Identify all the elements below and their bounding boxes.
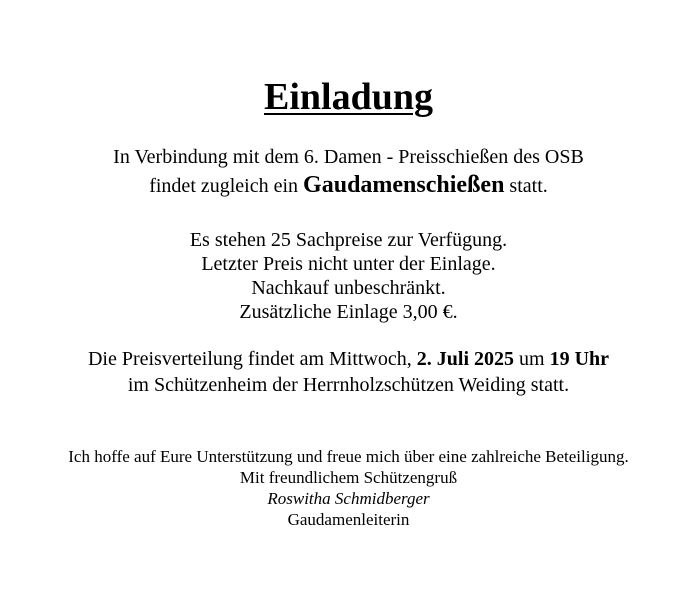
prize-line-4: Zusätzliche Einlage 3,00 €. [239, 301, 458, 323]
closing-line: Ich hoffe auf Eure Unterstützung und freue mich über eine zahlreiche Beteiligung. [68, 447, 629, 466]
signature-name: Roswitha Schmidberger [267, 489, 430, 508]
closing-greeting: Mit freundlichem Schützengruß [239, 468, 458, 487]
event-name: Gaudamenschießen [303, 172, 505, 198]
ceremony-time: 19 Uhr [549, 348, 610, 370]
intro-line-2-suffix: statt. [504, 175, 548, 197]
intro-line-2-prefix: findet zugleich ein [149, 175, 304, 197]
ceremony-date: 2. Juli 2025 [416, 348, 515, 370]
intro-line-2 [0, 173, 697, 197]
signature-role: Gaudamenleiterin [287, 510, 410, 529]
page-title: Einladung [264, 76, 433, 118]
ceremony-prefix: Die Preisverteilung findet am Mittwoch, [87, 348, 417, 370]
ceremony-mid: um [514, 348, 550, 370]
prize-line-2: Letzter Preis nicht unter der Einlage. [201, 253, 496, 275]
intro-line-1: In Verbindung mit dem 6. Damen - Preisschießen des OSB [113, 146, 584, 168]
ceremony-line-1 [0, 349, 697, 369]
ceremony-line-2: im Schützenheim der Herrnholzschützen Weiding statt. [127, 374, 570, 396]
prize-line-1: Es stehen 25 Sachpreise zur Verfügung. [189, 229, 508, 251]
prize-line-3: Nachkauf unbeschränkt. [251, 277, 446, 299]
